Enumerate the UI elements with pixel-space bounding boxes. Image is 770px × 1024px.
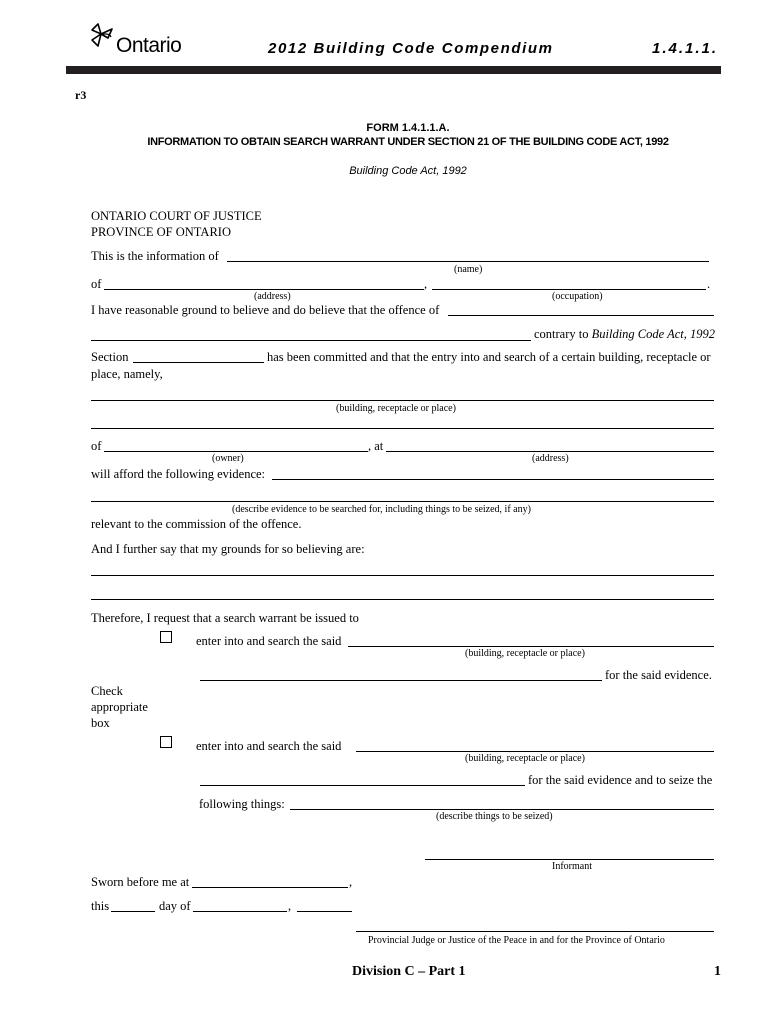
section-number: 1.4.1.1. (652, 40, 719, 57)
building-field-2[interactable] (91, 428, 714, 429)
day-comma: , (288, 899, 292, 913)
enter-search-label-1: enter into and search the said (196, 634, 342, 648)
caption-building-3: (building, receptacle or place) (465, 753, 585, 764)
day-of-label: day of (159, 899, 191, 913)
informant-caption: Informant (552, 861, 592, 872)
judge-caption: Provincial Judge or Justice of the Peace in and for the Province of Ontario (368, 935, 665, 946)
form-heading: INFORMATION TO OBTAIN SEARCH WARRANT UNDER SECTION 21 OF THE BUILDING CODE ACT, 1992 (147, 136, 669, 148)
caption-building-2: (building, receptacle or place) (465, 648, 585, 659)
owner-field[interactable] (104, 451, 368, 452)
for-evidence-seize-text: for the said evidence and to seize the (528, 773, 713, 787)
caption-name: (name) (454, 264, 483, 275)
logo-wordmark: Ontario (116, 34, 182, 57)
grounds-field-2[interactable] (91, 599, 714, 600)
caption-building: (building, receptacle or place) (336, 403, 456, 414)
address-field[interactable] (104, 289, 424, 290)
of-label-2: of (91, 439, 102, 453)
page-header-title: 2012 Building Code Compendium (268, 40, 554, 57)
check-label-1: Check (91, 684, 123, 698)
contrary-to-label (534, 327, 715, 342)
building-field-1[interactable] (91, 400, 714, 401)
option-search-checkbox[interactable] (160, 631, 172, 643)
option2-building-field-2[interactable] (200, 785, 525, 786)
option2-building-field[interactable] (356, 751, 714, 752)
comma: , (424, 277, 428, 291)
this-label: this (91, 899, 110, 913)
committed-text: has been committed and that the entry into and search of a certain building, receptacle or (267, 350, 711, 364)
relevant-text: relevant to the commission of the offence. (91, 517, 302, 531)
offence-field-1[interactable] (448, 315, 714, 316)
option-search-seize-checkbox[interactable] (160, 736, 172, 748)
offence-field-2[interactable] (91, 340, 531, 341)
header-rule (66, 66, 721, 74)
section-field[interactable] (133, 362, 264, 363)
occupation-field[interactable] (432, 289, 706, 290)
informant-name-field[interactable] (227, 261, 709, 262)
caption-address: (address) (254, 291, 291, 302)
caption-describe-evidence: (describe evidence to be searched for, including things to be seized, if any) (232, 504, 531, 515)
grounds-field-1[interactable] (91, 575, 714, 576)
form-number: FORM 1.4.1.1.A. (366, 122, 450, 134)
informant-signature-field[interactable] (425, 859, 714, 860)
court-line-1: ONTARIO COURT OF JUSTICE (91, 209, 262, 223)
contrary-act-text: Building Code Act, 1992 (591, 327, 715, 341)
info-of-label: This is the information of (91, 249, 219, 263)
page-number: 1 (714, 964, 721, 979)
division-label: Division C – Part 1 (352, 964, 466, 979)
sworn-comma: , (349, 875, 353, 889)
year-field[interactable] (297, 911, 352, 912)
court-line-2: PROVINCE OF ONTARIO (91, 225, 231, 239)
evidence-field-2[interactable] (91, 501, 714, 502)
caption-owner: (owner) (212, 453, 244, 464)
check-label-2: appropriate (91, 700, 148, 714)
revision-mark: r3 (75, 88, 87, 102)
evidence-label: will afford the following evidence: (91, 467, 266, 481)
for-evidence-text: for the said evidence. (605, 668, 712, 682)
reasonable-ground-text: I have reasonable ground to believe and do believe that the offence of (91, 303, 440, 317)
of-label: of (91, 277, 102, 291)
comma-at-label: , at (368, 439, 384, 453)
ontario-logo (88, 20, 198, 62)
form-act: Building Code Act, 1992 (349, 165, 467, 177)
grounds-text: And I further say that my grounds for so believing are: (91, 542, 365, 556)
check-label-3: box (91, 716, 110, 730)
following-things-label: following things: (199, 797, 285, 811)
option1-building-field-2[interactable] (200, 680, 602, 681)
month-field[interactable] (193, 911, 287, 912)
day-field[interactable] (111, 911, 155, 912)
owner-address-field[interactable] (386, 451, 714, 452)
therefore-text: Therefore, I request that a search warrant be issued to (91, 611, 359, 625)
option1-building-field[interactable] (348, 646, 714, 647)
caption-occupation: (occupation) (552, 291, 603, 302)
sworn-place-field[interactable] (192, 887, 348, 888)
evidence-field-1[interactable] (272, 479, 714, 480)
section-label: Section (91, 350, 129, 364)
judge-signature-field[interactable] (356, 931, 714, 932)
caption-describe-things: (describe things to be seized) (436, 811, 553, 822)
caption-address-2: (address) (532, 453, 569, 464)
enter-search-label-2: enter into and search the said (196, 739, 342, 753)
place-namely-text: place, namely, (91, 367, 163, 381)
sworn-before-label: Sworn before me at (91, 875, 190, 889)
period: . (707, 277, 711, 291)
contrary-to-text: contrary to (534, 327, 589, 341)
things-field[interactable] (290, 809, 714, 810)
